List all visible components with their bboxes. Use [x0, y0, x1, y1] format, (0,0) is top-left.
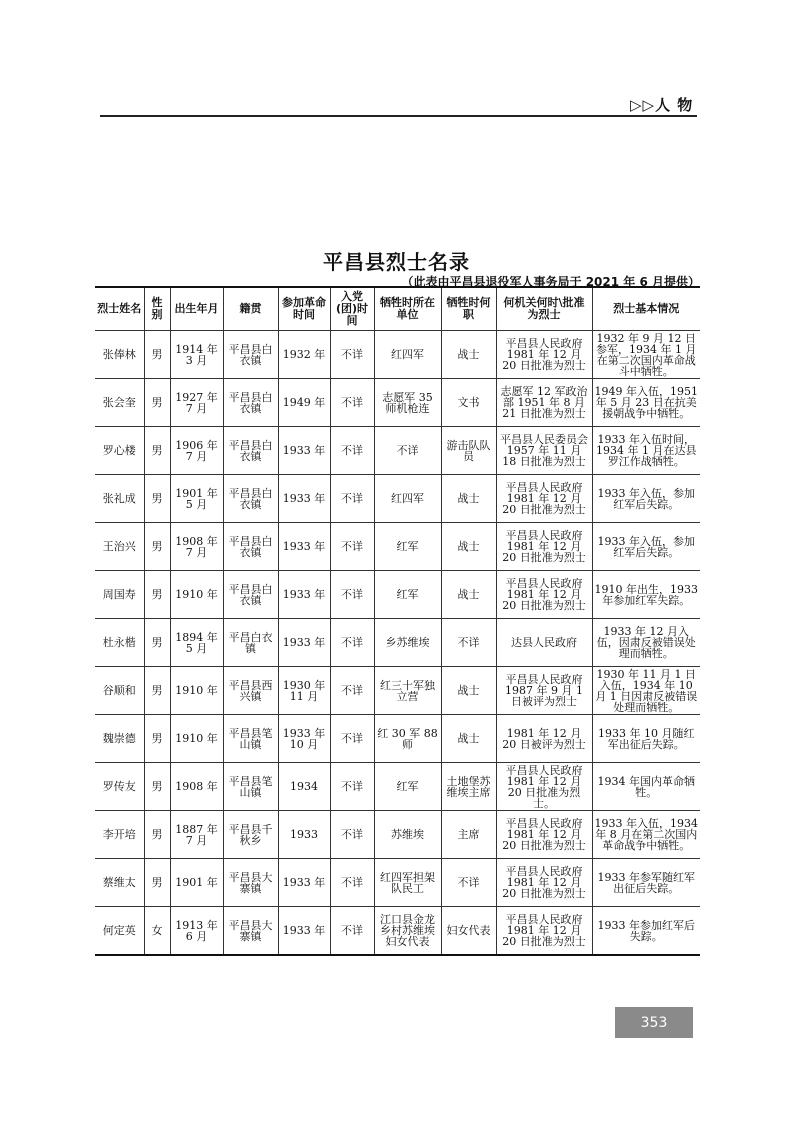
cell-approved: 平昌县人民政府 1981 年 12 月 20 日批准为烈士。 — [496, 763, 592, 811]
cell-birth: 1910 年 — [170, 667, 223, 715]
cell-post: 文书 — [441, 379, 496, 427]
table-row — [95, 379, 700, 427]
cell-unit: 红四军 — [374, 331, 441, 379]
cell-unit: 红 30 军 88 师 — [374, 715, 441, 763]
cell-unit: 红军 — [374, 523, 441, 571]
cell-joined: 1933 年 — [278, 475, 330, 523]
cell-joined: 1933 年 — [278, 571, 330, 619]
cell-approved: 平昌县人民政府 1981 年 12 月 20 日批准为烈士 — [496, 475, 592, 523]
cell-origin: 平昌县大寨镇 — [223, 859, 278, 907]
cell-party: 不详 — [330, 523, 374, 571]
table-header-row — [95, 287, 700, 331]
cell-post: 战士 — [441, 331, 496, 379]
cell-joined: 1930 年 11 月 — [278, 667, 330, 715]
cell-unit: 红军 — [374, 571, 441, 619]
cell-approved: 平昌县人民委员会 1957 年 11 月 18 日批准为烈士 — [496, 427, 592, 475]
page-title: 平昌县烈士名录 — [323, 250, 470, 274]
martyrs-table — [95, 286, 700, 956]
cell-birth: 1887 年 7 月 — [170, 811, 223, 859]
cell-birth: 1908 年 — [170, 763, 223, 811]
cell-origin: 平昌县西兴镇 — [223, 667, 278, 715]
cell-origin: 平昌县白衣镇 — [223, 427, 278, 475]
cell-unit: 乡苏维埃 — [374, 619, 441, 667]
cell-details: 1933 年 12 月入伍，因肃反被错误处理而牺牲。 — [592, 619, 700, 667]
cell-origin: 平昌县大寨镇 — [223, 907, 278, 956]
table-row — [95, 907, 700, 956]
cell-origin: 平昌白衣镇 — [223, 619, 278, 667]
table-row — [95, 571, 700, 619]
cell-joined: 1932 年 — [278, 331, 330, 379]
cell-name: 张礼成 — [95, 475, 144, 523]
cell-birth: 1894 年 5 月 — [170, 619, 223, 667]
cell-party: 不详 — [330, 811, 374, 859]
cell-joined: 1933 年 10 月 — [278, 715, 330, 763]
cell-unit: 红四军 — [374, 475, 441, 523]
cell-birth: 1914 年 3 月 — [170, 331, 223, 379]
cell-unit: 苏维埃 — [374, 811, 441, 859]
cell-sex: 男 — [144, 475, 170, 523]
cell-name: 张俸林 — [95, 331, 144, 379]
table-row — [95, 811, 700, 859]
table-row — [95, 715, 700, 763]
cell-name: 魏崇德 — [95, 715, 144, 763]
cell-party: 不详 — [330, 379, 374, 427]
cell-post: 不详 — [441, 859, 496, 907]
cell-birth: 1910 年 — [170, 571, 223, 619]
cell-details: 1933 年参加红军后失踪。 — [592, 907, 700, 956]
cell-details: 1934 年国内革命牺牲。 — [592, 763, 700, 811]
table-row — [95, 619, 700, 667]
cell-name: 谷顺和 — [95, 667, 144, 715]
cell-sex: 男 — [144, 667, 170, 715]
cell-approved: 1981 年 12 月 20 日被评为烈士 — [496, 715, 592, 763]
cell-joined: 1949 年 — [278, 379, 330, 427]
table-body — [95, 331, 700, 956]
table-row — [95, 523, 700, 571]
source-note: （此表由平昌县退役军人事务局于 2021 年 6 月提供） — [401, 275, 700, 289]
cell-approved: 平昌县人民政府 1981 年 12 月 20 日批准为烈士 — [496, 811, 592, 859]
col-header-party: 入党(团)时间 — [330, 287, 374, 331]
cell-post: 战士 — [441, 523, 496, 571]
cell-joined: 1933 年 — [278, 859, 330, 907]
cell-sex: 男 — [144, 331, 170, 379]
cell-approved: 平昌县人民政府 1981 年 12 月 20 日批准为烈士 — [496, 907, 592, 956]
cell-party: 不详 — [330, 427, 374, 475]
table-row — [95, 859, 700, 907]
cell-origin: 平昌县白衣镇 — [223, 571, 278, 619]
cell-approved: 平昌县人民政府 1981 年 12 月 20 日批准为烈士 — [496, 571, 592, 619]
cell-sex: 男 — [144, 523, 170, 571]
cell-details: 1933 年参军随红军出征后失踪。 — [592, 859, 700, 907]
cell-post: 土地堡苏维埃主席 — [441, 763, 496, 811]
cell-origin: 平昌县千秋乡 — [223, 811, 278, 859]
col-header-birth: 出生年月 — [170, 287, 223, 331]
col-header-details: 烈士基本情况 — [592, 287, 700, 331]
cell-name: 何定英 — [95, 907, 144, 956]
cell-approved: 平昌县人民政府 1981 年 12 月 20 日批准为烈士 — [496, 859, 592, 907]
col-header-approved: 何机关何时\批准为烈士 — [496, 287, 592, 331]
cell-birth: 1927 年 7 月 — [170, 379, 223, 427]
cell-origin: 平昌县笔山镇 — [223, 715, 278, 763]
cell-post: 战士 — [441, 475, 496, 523]
cell-birth: 1906 年 7 月 — [170, 427, 223, 475]
cell-name: 李开培 — [95, 811, 144, 859]
cell-unit: 红四军担架队民工 — [374, 859, 441, 907]
cell-post: 妇女代表 — [441, 907, 496, 956]
cell-party: 不详 — [330, 619, 374, 667]
table-row — [95, 331, 700, 379]
cell-unit: 红三十军独立营 — [374, 667, 441, 715]
cell-party: 不详 — [330, 715, 374, 763]
col-header-sex: 性别 — [144, 287, 170, 331]
cell-name: 罗心楼 — [95, 427, 144, 475]
cell-sex: 男 — [144, 571, 170, 619]
cell-post: 主席 — [441, 811, 496, 859]
cell-joined: 1933 年 — [278, 907, 330, 956]
cell-birth: 1908 年 7 月 — [170, 523, 223, 571]
cell-details: 1933 年入伍，参加红军后失踪。 — [592, 523, 700, 571]
table-row — [95, 763, 700, 811]
cell-details: 1932 年 9 月 12 日参军，1934 年 1 月在第二次国内革命战斗中牺牲。 — [592, 331, 700, 379]
cell-post: 战士 — [441, 571, 496, 619]
cell-details: 1933 年入伍，1934 年 8 月在第二次国内革命战争中牺牲。 — [592, 811, 700, 859]
cell-sex: 男 — [144, 379, 170, 427]
cell-origin: 平昌县白衣镇 — [223, 475, 278, 523]
cell-birth: 1913 年 6 月 — [170, 907, 223, 956]
cell-name: 张会奎 — [95, 379, 144, 427]
cell-sex: 男 — [144, 715, 170, 763]
cell-approved: 达县人民政府 — [496, 619, 592, 667]
table-row — [95, 475, 700, 523]
cell-approved: 平昌县人民政府 1987 年 9 月 1 日被评为烈士 — [496, 667, 592, 715]
cell-details: 1933 年入伍，参加红军后失踪。 — [592, 475, 700, 523]
running-header: ▷▷人 物 — [630, 96, 694, 114]
cell-party: 不详 — [330, 763, 374, 811]
cell-party: 不详 — [330, 667, 374, 715]
cell-approved: 平昌县人民政府 1981 年 12 月 20 日批准为烈士 — [496, 331, 592, 379]
cell-joined: 1934 — [278, 763, 330, 811]
cell-unit: 志愿军 35 师机枪连 — [374, 379, 441, 427]
cell-joined: 1933 年 — [278, 523, 330, 571]
cell-origin: 平昌县白衣镇 — [223, 523, 278, 571]
cell-joined: 1933 年 — [278, 427, 330, 475]
cell-sex: 男 — [144, 763, 170, 811]
cell-origin: 平昌县笔山镇 — [223, 763, 278, 811]
cell-party: 不详 — [330, 475, 374, 523]
page-number: 353 — [615, 1007, 693, 1038]
cell-party: 不详 — [330, 907, 374, 956]
cell-post: 游击队队员 — [441, 427, 496, 475]
cell-details: 1933 年入伍时间，1934 年 1 月在达县罗江作战牺牲。 — [592, 427, 700, 475]
cell-name: 蔡维太 — [95, 859, 144, 907]
table-row — [95, 667, 700, 715]
cell-approved: 志愿军 12 军政治部 1951 年 8 月 21 日批准为烈士 — [496, 379, 592, 427]
cell-unit: 不详 — [374, 427, 441, 475]
cell-party: 不详 — [330, 571, 374, 619]
header-rule — [100, 115, 697, 117]
cell-joined: 1933 年 — [278, 619, 330, 667]
cell-post: 战士 — [441, 667, 496, 715]
cell-approved: 平昌县人民政府 1981 年 12 月 20 日批准为烈士 — [496, 523, 592, 571]
col-header-origin: 籍贯 — [223, 287, 278, 331]
cell-party: 不详 — [330, 331, 374, 379]
cell-name: 罗传友 — [95, 763, 144, 811]
cell-origin: 平昌县白衣镇 — [223, 331, 278, 379]
col-header-name: 烈士姓名 — [95, 287, 144, 331]
cell-sex: 男 — [144, 427, 170, 475]
col-header-unit: 牺牲时所在单位 — [374, 287, 441, 331]
cell-sex: 男 — [144, 811, 170, 859]
cell-post: 不详 — [441, 619, 496, 667]
cell-details: 1910 年出生，1933 年参加红军失踪。 — [592, 571, 700, 619]
cell-birth: 1910 年 — [170, 715, 223, 763]
cell-post: 战士 — [441, 715, 496, 763]
cell-details: 1949 年入伍，1951 年 5 月 23 日在抗美援朝战争中牺牲。 — [592, 379, 700, 427]
cell-birth: 1901 年 — [170, 859, 223, 907]
col-header-post: 牺牲时何职 — [441, 287, 496, 331]
cell-name: 周国寿 — [95, 571, 144, 619]
cell-unit: 江口县金龙乡村苏维埃妇女代表 — [374, 907, 441, 956]
cell-birth: 1901 年 5 月 — [170, 475, 223, 523]
cell-name: 杜永楷 — [95, 619, 144, 667]
cell-sex: 男 — [144, 859, 170, 907]
cell-origin: 平昌县白衣镇 — [223, 379, 278, 427]
cell-party: 不详 — [330, 859, 374, 907]
cell-name: 王治兴 — [95, 523, 144, 571]
cell-details: 1930 年 11 月 1 日入伍，1934 年 10 月 1 日因肃反被错误处理而牺牲。 — [592, 667, 700, 715]
cell-sex: 男 — [144, 619, 170, 667]
cell-unit: 红军 — [374, 763, 441, 811]
col-header-joined: 参加革命时间 — [278, 287, 330, 331]
cell-joined: 1933 — [278, 811, 330, 859]
cell-details: 1933 年 10 月随红军出征后失踪。 — [592, 715, 700, 763]
table-row — [95, 427, 700, 475]
cell-sex: 女 — [144, 907, 170, 956]
